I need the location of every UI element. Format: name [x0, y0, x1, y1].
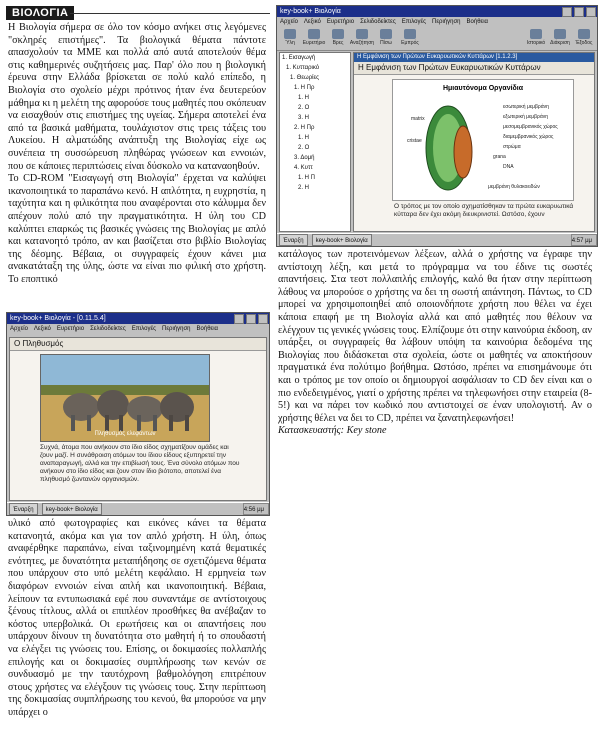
menu-item-5[interactable]: Περιήγηση — [432, 19, 461, 25]
menu-bar — [277, 17, 597, 27]
menu-item-3[interactable]: Σελιδοδείκτες — [90, 326, 126, 332]
diagram-label: στρώμα — [503, 144, 521, 150]
toolbar-button-7[interactable] — [550, 29, 570, 49]
toolbar-button-0[interactable] — [280, 29, 300, 49]
content-caption: Ο τρόπος με τον οποίο σχηματίσθηκαν τα πρώτα ευκαρυωτικά κύτταρα δεν έχει ακόμη διευκρινιστεί. Ωστόσο, έχουν — [394, 203, 574, 218]
maximize-icon[interactable] — [246, 314, 256, 324]
tree-item[interactable]: 1. Η Π — [298, 175, 316, 181]
minimize-icon[interactable] — [562, 7, 572, 17]
content-heading: Η Εμφάνιση των Πρώτων Ευκαρυωτικών Κυττάρων — [354, 62, 594, 75]
toolbar-button-1[interactable] — [304, 29, 324, 49]
diagram-title: Ημιαυτόνομα Οργανίδια — [442, 85, 524, 92]
intro-paragraph: Η Βιολογία σήμερα σε όλο τον κόσμο ανήκει στις λεγόμενες "σκληρές επιστήμες". Τα βιολογικά θέματα πάντοτε απασχολούν τα ΜΜΕ και πολλά από αυτά αποτελούν θέμα στις καθημερινές συζητήσεις μας. Παρ' όλο που η βιολογική έρευνα στην Ελλάδα βρίσκεται σε πολύ καλό επίπεδο, η Βιολογία στο σχολείο μέχρι πρότινος ήταν ένα δευτερεύον μάθημα κι η μελέτη της αφορούσε τους μαθητές που σκόπευαν να εισαχθούν στις επιστήμες της υγείας. Σήμερα αποτελεί ένα από τα βασικά μαθήματα, τουλάχιστον στις τρεις τάξεις του Λυκείου. Η αλματώδης ανάπτυξη της Βιολογίας είχε ως συνέπεια τη συσσώρευση πληθώρας γνώσεων και εννοιών, που σε κάποιες περιπτώσεις είναι δύσκολο να καταναοηθούν. — [8, 22, 266, 172]
toolbar-button-2[interactable] — [328, 29, 348, 49]
toolbar-label: Αναζήτηση — [349, 40, 375, 46]
menu-item-2[interactable]: Ευρετήριο — [326, 19, 355, 25]
photo-caption: Πληθυσμός ελεφάντων — [94, 431, 156, 437]
diagram-label: matrix — [411, 116, 425, 122]
section-header: ΒΙΟΛΟΓΙΑ — [6, 6, 74, 20]
tree-item[interactable]: 1. Εισαγωγή — [282, 55, 316, 61]
taskbar-app-button[interactable]: key-book+ Βιολογία — [312, 234, 372, 246]
column-1-bottom — [8, 518, 266, 748]
window-title: key-book+ Βιολογία — [280, 8, 341, 15]
toolbar — [277, 27, 597, 51]
elephant-photo — [40, 354, 210, 442]
menu-item-2[interactable]: Ευρετήριο — [56, 326, 85, 332]
taskbar — [7, 502, 269, 515]
toolbar-label: Ύλη — [285, 40, 295, 46]
diagram-label: grana — [493, 154, 506, 160]
tree-item[interactable]: 2. Η — [298, 185, 310, 191]
column-2 — [278, 249, 592, 438]
toolbar-label: Έξοδος — [575, 40, 593, 46]
header-rule — [70, 13, 270, 14]
content-pane — [353, 52, 595, 232]
toolbar-icon — [380, 29, 392, 39]
tree-item[interactable]: 2. Ο — [298, 145, 310, 151]
tree-item[interactable]: 2. Ο — [298, 105, 310, 111]
menu-item-1[interactable]: Λεξικό — [303, 19, 321, 25]
toolbar-icon — [554, 29, 566, 39]
diagram-label: μεμβράνη θυλακοειδών — [488, 184, 540, 190]
diagram-label: DNA — [503, 164, 514, 170]
column-1-top — [8, 22, 266, 286]
window-title: key-book+ Βιολογία - [0.11.5.4] — [10, 315, 106, 322]
taskbar-app-button[interactable]: key-book+ Βιολογία — [42, 503, 102, 515]
content-caption: Συχνά, άτομα που ανήκουν στο ίδιο είδος σχηματίζουν ομάδες και ζουν μαζί. Η συνάθροιση ατόμων του ίδιου είδους εξυπηρετεί την αναπαραγωγή, αλλά και την επιβίωσή τους. Ένα σύνολο ατόμων που ανήκουν στο ίδιο είδος και ζουν στον ίδιο βιότοπο, αποτελεί ένα πληθυσμό ζωντανών οργανισμών. — [40, 444, 240, 483]
toolbar-button-6[interactable] — [526, 29, 546, 49]
minimize-icon[interactable] — [234, 314, 244, 324]
diagram-label: εσωτερική μεμβράνη — [503, 104, 549, 110]
toolbar-icon — [284, 29, 296, 39]
toolbar-button-3[interactable] — [349, 29, 375, 49]
menu-item-5[interactable]: Περιήγηση — [162, 326, 191, 332]
toolbar-label: Ιστορικό — [526, 40, 546, 46]
clock: 4:57 μμ — [571, 234, 597, 246]
taskbar — [277, 233, 597, 246]
tree-item[interactable]: 1. Η — [298, 95, 310, 101]
screenshot-cell-organelles — [276, 5, 598, 247]
tree-item[interactable]: 4. Κυττ — [294, 165, 313, 171]
diagram-label: cristae — [407, 138, 422, 144]
tree-item[interactable]: 2. Η Πρ — [294, 125, 315, 131]
menu-item-3[interactable]: Σελιδοδείκτες — [360, 19, 396, 25]
continued-paragraph: κατάλογος των προτεινόμενων λέξεων, αλλά ο χρήστης να έγραφε την αντίστοιχη λέξη, και μετά το πρόγραμμα να του έδινε τις σωστές απαντήσεις. Στα τεστ πολλαπλής επιλογής, καλό θα ήταν στην περίπτωση λάθους να μπορούσε ο χρήστης να δει τη σωστή απάντηση. Πάντως, το CD μπορεί να χρησιμοποιηθεί από οποιονδήποτε χρήστη που θέλει να έχει κάποια επαφή με τη Βιολογία αλλά και από μαθητές που θέλουν να ελέγχουν τις γενικές γνώσεις τους. Ελπίζουμε ότι στην καινούρια έκδοση, αν υπάρξει, οι συγγραφείς θα λάβουν υπόψη τα καινούρια δεδομένα της Βιολογίας που διδάσκεται στα σχολεία, ώστε οι μαθητές να αποκτήσουν πραγματικά ένα πολύτιμο βοήθημα. Ωστόσο, πρέπει να επισημάνουμε ότι και ο τρόπος με τον οποίο οι δημιουργοί ασφάλισαν το CD δεν είναι και ο πιο ενδεδειγμένος, γιατί ο χρήστης πρέπει να τηλεφωνήσει στην εταιρεία (8-5!) και να πάρει τον κωδικό που αντιστοιχεί σε έναν υπολογιστή. Αν ο χρήστης θέλει να δει το CD, πρέπει να ξανατηλεφωνήσει! — [278, 249, 592, 424]
tree-item[interactable]: 3. Δομή — [294, 155, 315, 161]
diagram-label: εξωτερική μεμβράνη — [503, 114, 549, 120]
clock: 4:56 μμ — [243, 503, 269, 515]
toolbar-button-5[interactable] — [400, 29, 420, 49]
menu-item-4[interactable]: Επιλογές — [401, 19, 427, 25]
toolbar-icon — [356, 29, 368, 39]
review-paragraph: Το CD-ROM "Εισαγωγή στη Βιολογία" έρχεται να καλύψει ικανοποιητικά το παραπάνω κενό. Η απλότητα, η ευχρηστία, η ταχύτητα και η φιλικότητα που αναφέρονται στο κάλυμμα δεν απέχουν πολύ από την πραγματικότητα. Η ύλη του CD καλύπτει επαρκώς τις βασικές γνώσεις της Βιολογίας με απλό και κατανοητό τρόπο, αν και βασίζεται στο βιβλίο Βιολογίας της δέσμης. Βέβαια, οι συγγραφείς έχουν κάνει μια ανακατάταξη της ύλης, ώστε να είναι πιο φιλική στο χρήστη. Το εποπτικό — [8, 173, 266, 285]
menu-item-4[interactable]: Επιλογές — [131, 326, 157, 332]
content-heading: Ο Πληθυσμός — [10, 338, 266, 351]
toolbar-icon — [308, 29, 320, 39]
organelle-diagram — [392, 79, 574, 201]
toolbar-label: Πίσω — [380, 40, 392, 46]
toolbar-label: Βρες — [332, 40, 344, 46]
review-paragraph-continued: υλικό από φωτογραφίες και εικόνες κάνει τα θέματα κατανοητά, ακόμα και για τον απλό χρήστη. Η ύλη, όπως αναφέρθηκε παραπάνω, είναι ταξινομημένη κατά θεματικές ενότητες, με δυνατότητα μεταπήδησης σε σχετιζόμενα θέματα που υπάρχουν στο υπό μελέτη κεφάλαιο. Η ερμηνεία των διαφόρων εννοιών είναι απλή και ικανοποιητική. Βέβαια, λείπουν τα εντυπωσιακά εφέ που συναντάμε σε αντίστοιχους ξένους τίτλους, αλλά οι επιπλέον προσθήκες θα ανέβαζαν το κόστος υπερβολικά. Οι ερωτήσεις και οι απαντήσεις που υπάρχουν δίνουν τη δυνατότητα στο μαθητή ή το σπουδαστή να ελέγξει τις γνώσεις του. Επίσης, οι δοκιμασίες πολλαπλής επιλογής και οι δοκιμασίες συμπλήρωσης των κενών σε συνδυασμό με την ταυτόχρονη βαθμολόγηση επιτρέπουν στους χρήστες να ελέγξουν τις γνώσεις τους. Στην περίπτωση της δοκιμασίας συμπλήρωσης του κενού, θα μπορούσε να μην υπάρχει ο — [8, 518, 266, 718]
maximize-icon[interactable] — [574, 7, 584, 17]
toolbar-button-4[interactable] — [376, 29, 396, 49]
toolbar-icon — [578, 29, 590, 39]
toolbar-label: Ευρετήριο — [302, 40, 326, 46]
start-button[interactable]: Έναρξη — [9, 503, 38, 515]
content-title-bar: Η Εμφάνιση των Πρώτων Ευκαρυωτικών Κυττάρων [1.1.2.3] — [354, 53, 594, 62]
close-icon[interactable] — [586, 7, 596, 17]
diagram-label: μεσομεμβρανικός χώρος — [503, 124, 558, 130]
toolbar-label: Διάκριση — [550, 40, 570, 46]
contents-tree[interactable] — [279, 52, 351, 232]
tree-item[interactable]: 3. Η — [298, 115, 310, 121]
mitochondrion-shape — [454, 126, 472, 178]
menu-item-6[interactable]: Βοήθεια — [466, 19, 489, 25]
toolbar-label: Εμπρός — [401, 40, 419, 46]
close-icon[interactable] — [258, 314, 268, 324]
manufacturer-credit: Κατασκευαστής: Key stone — [278, 425, 387, 437]
toolbar-icon — [332, 29, 344, 39]
toolbar-button-8[interactable] — [574, 29, 594, 49]
menu-item-6[interactable]: Βοήθεια — [196, 326, 219, 332]
toolbar-icon — [530, 29, 542, 39]
tree-item[interactable]: 1. Θεωρίες — [290, 75, 320, 81]
menu-item-0[interactable]: Αρχείο — [10, 326, 28, 332]
menu-bar — [7, 324, 269, 334]
tree-item[interactable]: 1. Κυτταρικό — [286, 65, 320, 71]
toolbar-icon — [404, 29, 416, 39]
content-pane — [9, 337, 267, 501]
tree-item[interactable]: 1. Η — [298, 135, 310, 141]
tree-item[interactable]: 1. Η Πρ — [294, 85, 315, 91]
menu-item-1[interactable]: Λεξικό — [33, 326, 51, 332]
start-button[interactable]: Έναρξη — [279, 234, 308, 246]
menu-item-0[interactable]: Αρχείο — [280, 19, 298, 25]
screenshot-population — [6, 312, 270, 516]
diagram-label: διαμεμβρανικός χώρος — [503, 134, 554, 140]
